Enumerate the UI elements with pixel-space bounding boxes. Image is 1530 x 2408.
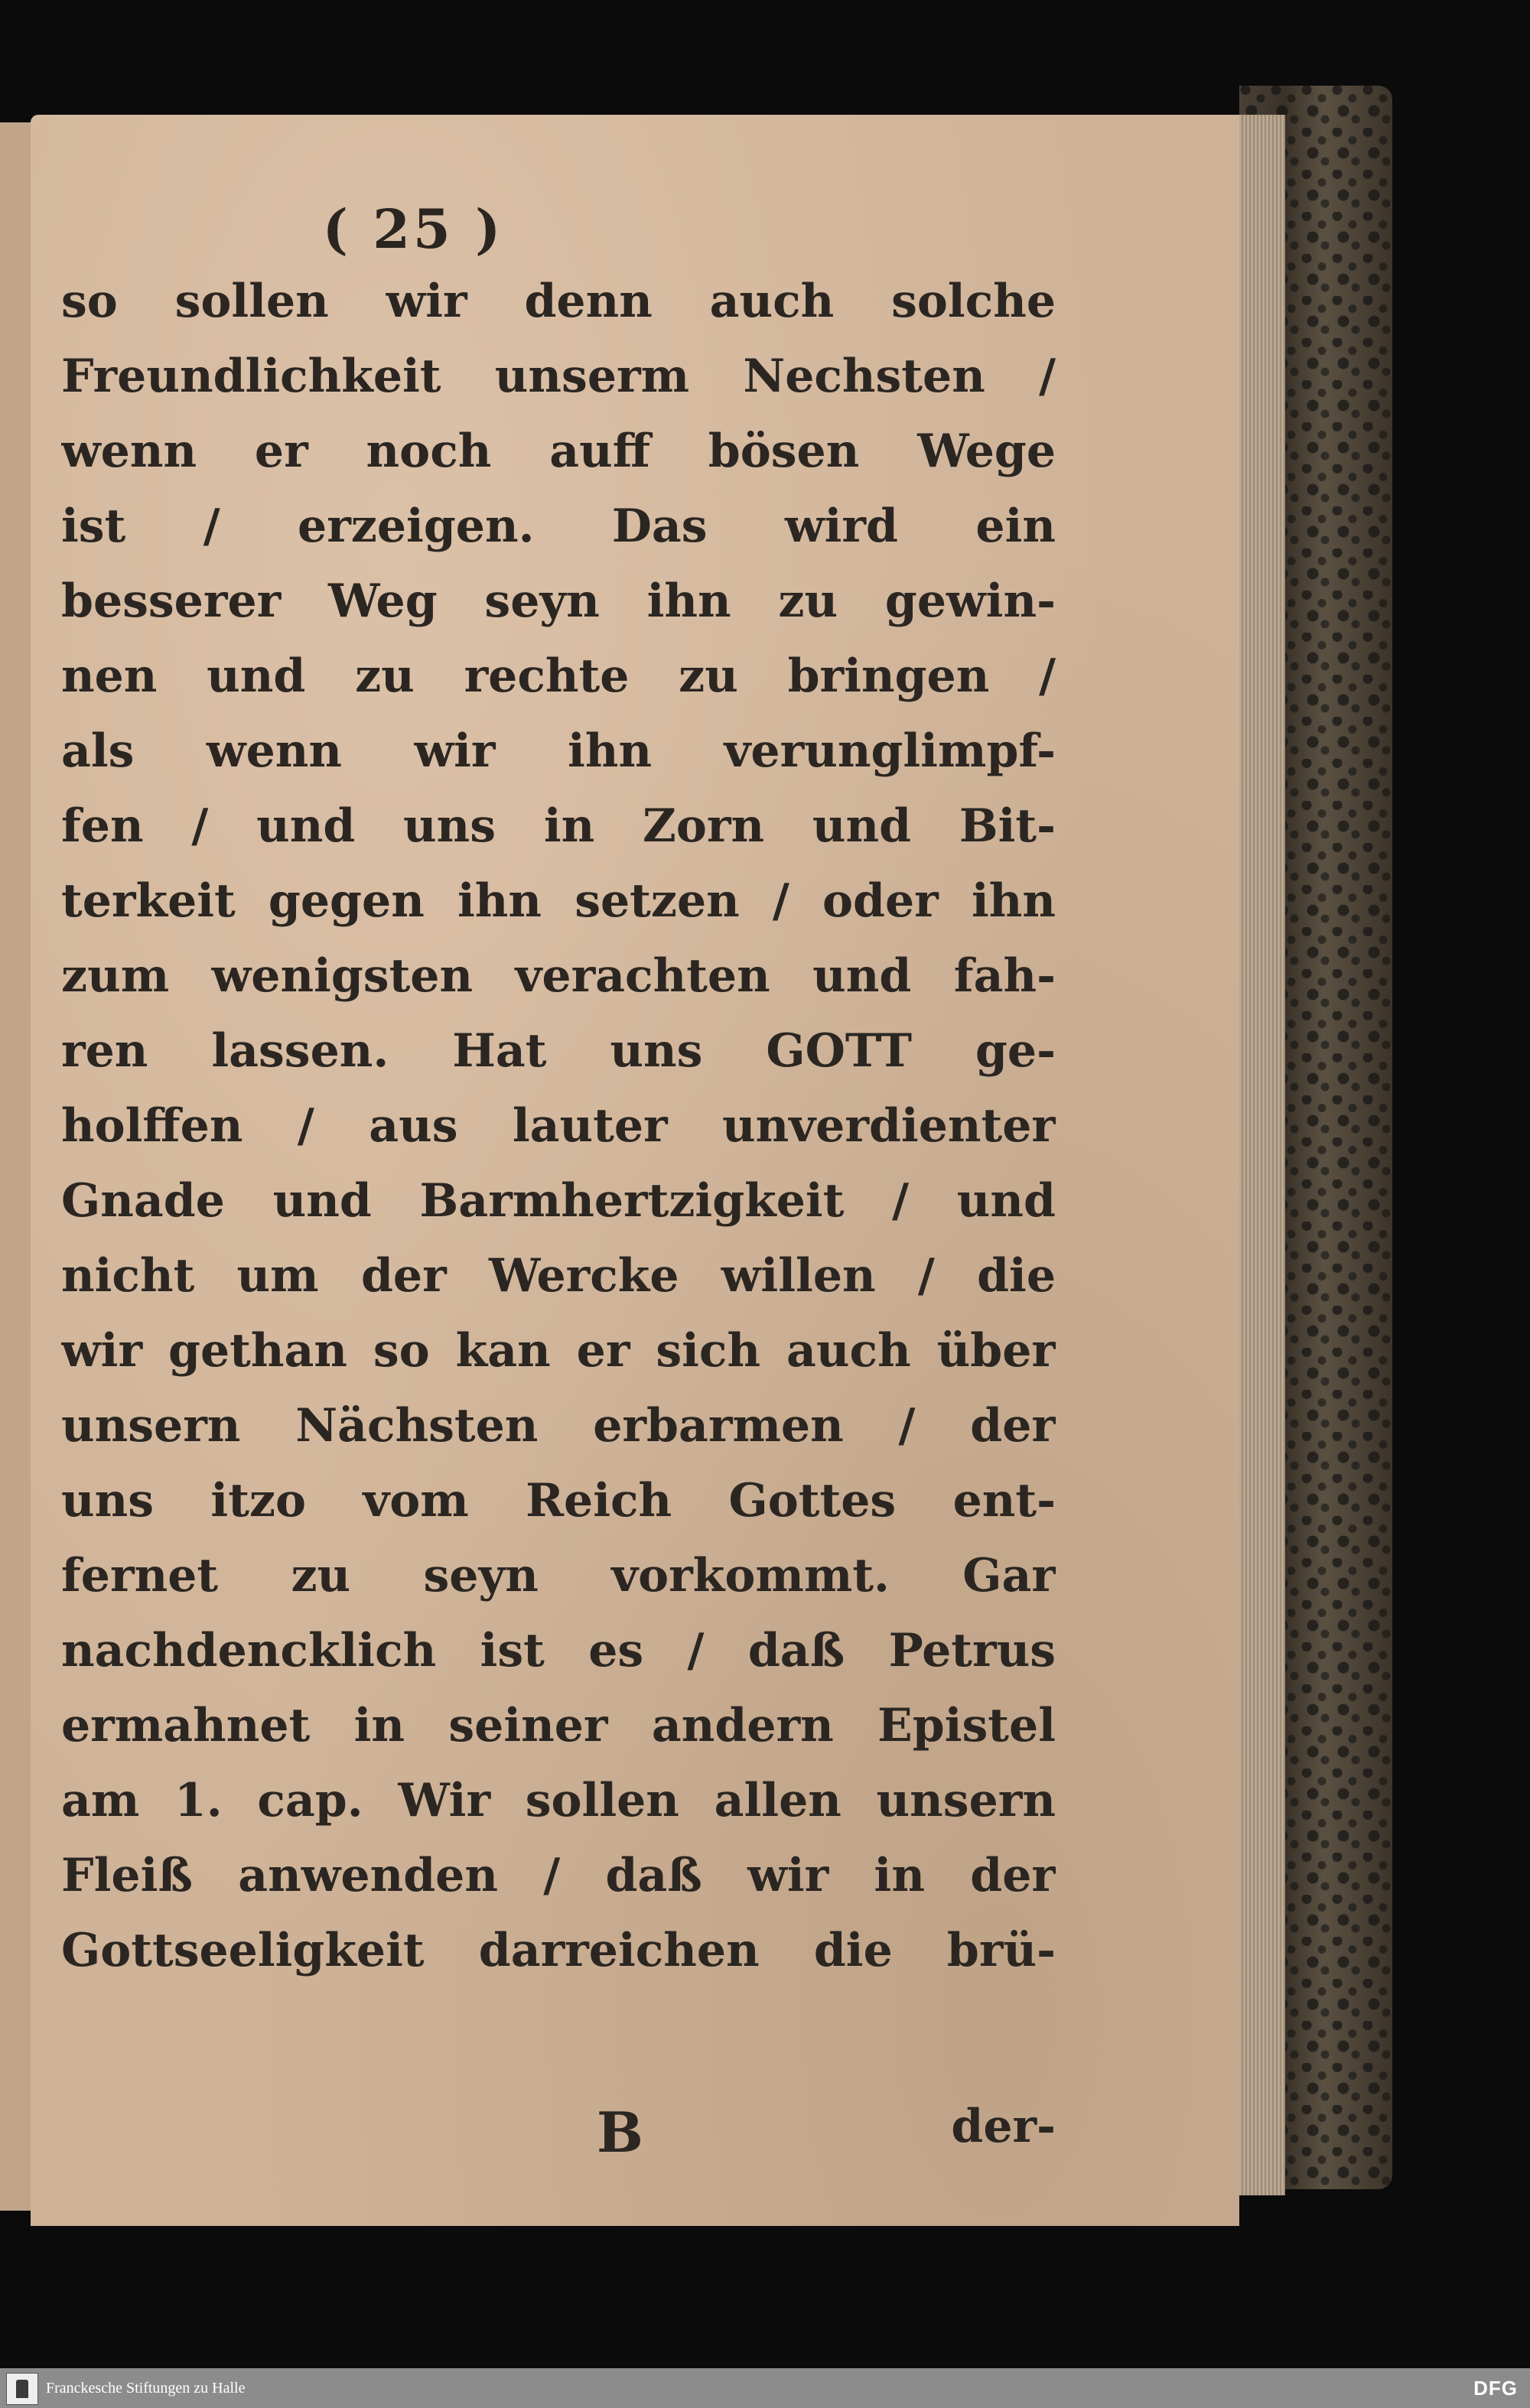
text-line: unsern Nächsten erbarmen / der (61, 1399, 1056, 1453)
text-line: so sollen wir denn auch solche (61, 275, 1056, 328)
text-line: fernet zu seyn vorkommt. Gar (61, 1549, 1056, 1603)
text-line: fen / und uns in Zorn und Bit- (61, 799, 1056, 853)
page-foot (61, 2100, 1056, 2175)
institution-logo-icon (6, 2373, 38, 2405)
institution-name: Franckesche Stiftungen zu Halle (46, 2380, 246, 2397)
text-line: ist / erzeigen. Das wird ein (61, 499, 1056, 553)
text-line: ren lassen. Hat uns GOTT ge- (61, 1024, 1056, 1078)
funder-logo: DFG (1473, 2377, 1518, 2400)
text-line: Fleiß anwenden / daß wir in der (61, 1849, 1056, 1902)
page-number-header: ( 25 ) (322, 197, 504, 261)
text-line: holffen / aus lauter unverdienter (61, 1099, 1056, 1153)
footer-bar (0, 2368, 1530, 2408)
text-line: terkeit gegen ihn setzen / oder ihn (61, 874, 1056, 928)
signature-mark: B (597, 2100, 643, 2165)
text-line: zum wenigsten verachten und fah- (61, 949, 1056, 1003)
text-line: Freundlichkeit unserm Nechsten / (61, 350, 1056, 403)
text-line: Gottseeligkeit darreichen die brü- (61, 1924, 1056, 1977)
text-line: nicht um der Wercke willen / die (61, 1249, 1056, 1303)
book-page (31, 115, 1239, 2226)
text-line: ermahnet in seiner andern Epistel (61, 1699, 1056, 1752)
text-line: wenn er noch auff bösen Wege (61, 425, 1056, 478)
text-line: Gnade und Barmhertzigkeit / und (61, 1174, 1056, 1228)
text-line: wir gethan so kan er sich auch über (61, 1324, 1056, 1378)
text-line: nachdencklich ist es / daß Petrus (61, 1624, 1056, 1677)
text-line: als wenn wir ihn verunglimpf- (61, 724, 1056, 778)
text-line: am 1. cap. Wir sollen allen unsern (61, 1774, 1056, 1827)
catchword: der- (951, 2100, 1056, 2153)
text-line: uns itzo vom Reich Gottes ent- (61, 1474, 1056, 1528)
text-line: besserer Weg seyn ihn zu gewin- (61, 574, 1056, 628)
text-line: nen und zu rechte zu bringen / (61, 649, 1056, 703)
body-text (61, 264, 1056, 1988)
